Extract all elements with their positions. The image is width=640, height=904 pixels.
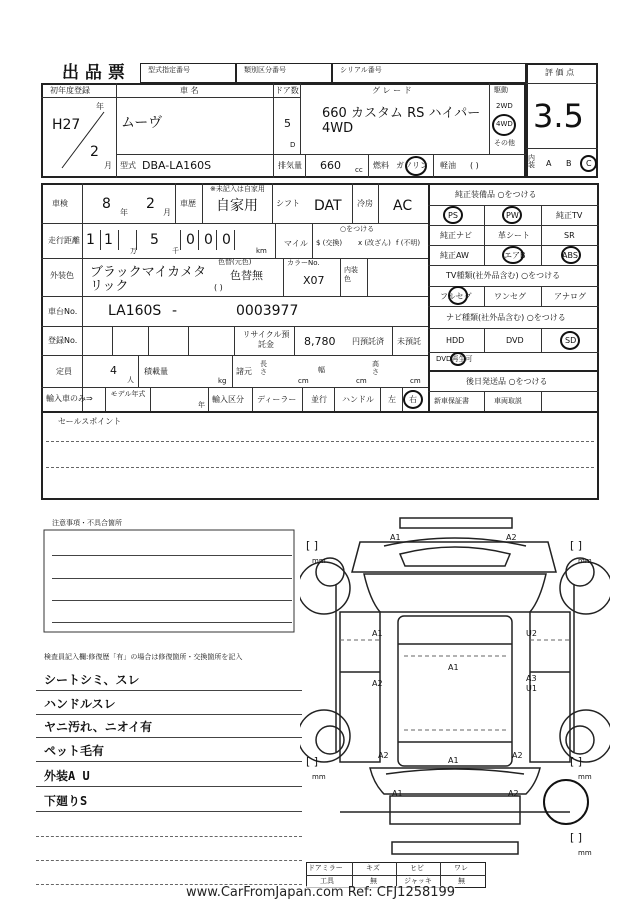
interior-grade-a: A [546, 159, 552, 168]
car-diagram [300, 512, 610, 868]
mileage-digit-3: 5 [150, 232, 159, 248]
oil-paren: ( ) [470, 161, 479, 170]
chassis-dash: - [172, 303, 178, 319]
chassis-label: 車台No. [48, 307, 78, 316]
inspector-note-5: 外装A U [44, 769, 90, 783]
equip-tv: 純正TV [556, 211, 583, 220]
equip-sr: SR [564, 231, 575, 240]
after-warranty: 新車保証書 [434, 397, 469, 405]
navi-dvd: DVD [506, 336, 524, 345]
capacity-unit: 人 [127, 376, 134, 384]
mm-rear-left: mm [312, 773, 326, 781]
model-value: DBA-LA160S [142, 159, 212, 172]
mark-2: A2 [506, 533, 517, 542]
recycle-status: 円預託済 [352, 337, 384, 346]
model-year-label: モデル年式 [110, 390, 146, 398]
inspection-month: 2 [146, 196, 155, 212]
chassis-number: 0003977 [236, 303, 299, 319]
legend-jack: ジャッキ [404, 877, 432, 885]
recycle-unpaid: 未預託 [397, 337, 421, 346]
drive-other: その他 [494, 139, 515, 147]
legend-scratch: キズ [366, 864, 380, 872]
mileage-digit-6: 0 [222, 232, 231, 248]
interior-grade-c: C [586, 159, 592, 168]
mark-3: A1 [372, 629, 383, 638]
import-type-label: 輸入区分 [212, 395, 244, 404]
tv-title: TV種類(社外品含む) ○をつける [446, 271, 561, 280]
mileage-label: 走行距離 [48, 236, 80, 245]
usage-note: ※未記入は自家用 [210, 185, 265, 193]
usage-value: 自家用 [216, 198, 258, 214]
shift-value: DAT [314, 198, 342, 214]
oil-label: 軽油 [440, 161, 456, 170]
mark-12: A2 [508, 789, 519, 798]
ac-value: AC [393, 198, 413, 214]
right-circle [403, 390, 423, 409]
rating-value: 3.5 [533, 97, 584, 135]
page-title: 出 品 票 [62, 63, 125, 83]
capacity-label: 定員 [56, 367, 72, 376]
length-unit: cm [298, 377, 309, 385]
width-unit: cm [356, 377, 367, 385]
doors-label: ドア数 [275, 86, 299, 95]
rating-label: 評 価 点 [545, 68, 575, 77]
legend-tools-value: 無 [370, 877, 377, 885]
dims-label: 諸元 [236, 367, 252, 376]
mark-9: A1 [448, 756, 459, 765]
grade-label: グ レ ー ド [372, 86, 412, 95]
equip-navi: 純正ナビ [440, 231, 472, 240]
replace-unknown: f (不明) [396, 239, 421, 247]
bracket-bottom-right: [ ] [570, 831, 583, 844]
drive-4wd: 4WD [496, 120, 513, 128]
equip-aw: 純正AW [440, 251, 469, 260]
color-no-label: カラーNo. [287, 259, 320, 267]
reg-no-label: 登録No. [48, 336, 78, 345]
length-label: 長さ [260, 360, 267, 376]
bracket-front-left: [ ] [306, 539, 319, 552]
mark-7: A3 U1 [526, 674, 537, 693]
footer-watermark: www.CarFromJapan.com Ref: CFJ1258199 [186, 885, 456, 900]
mark-8: A2 [378, 751, 389, 760]
bracket-rear-left: [ ] [306, 755, 319, 768]
first-reg-year-unit: 年 [96, 102, 104, 111]
inspector-note-6: 下廻りS [44, 794, 88, 808]
displacement-unit: cc [355, 166, 363, 174]
color-change-value: 色替無 [230, 269, 263, 282]
shift-label: シフト [276, 199, 300, 208]
notes-title: 注意事項・不具合箇所 [52, 519, 122, 527]
load-label: 積載量 [144, 367, 168, 376]
after-manual: 車両取説 [494, 397, 522, 405]
after-title: 後日発送品 ○をつける [466, 377, 548, 386]
height-label: 高さ [372, 360, 379, 376]
mm-bottom-right: mm [578, 849, 592, 857]
legend-mirror: ドアミラー [308, 864, 343, 872]
displacement-value: 660 [320, 159, 341, 172]
notes-frame [38, 526, 302, 636]
mark-6: A2 [372, 679, 383, 688]
inspection-label: 車検 [52, 199, 68, 208]
tv-fullseg: フルセグ [440, 292, 472, 301]
equip-leather: 革シート [498, 231, 530, 240]
chassis-prefix: LA160S [108, 303, 162, 319]
mark-1: A1 [390, 533, 401, 542]
legend-crack: ヒビ [410, 864, 424, 872]
mileage-digit-2: 1 [104, 232, 113, 248]
first-reg-era: H27 [52, 117, 81, 133]
mile-label: マイル [284, 239, 308, 248]
legend-break: ワレ [454, 864, 468, 872]
inspector-note-3: ヤニ汚れ、ニオイ有 [44, 720, 153, 734]
model-label: 型式 [120, 161, 136, 170]
tv-fullseg-circle [448, 286, 468, 305]
inspector-note-4: ペット毛有 [44, 744, 105, 758]
navi-sd: SD [565, 336, 577, 345]
grade-value: 660 カスタム RS ハイパー 4WD [322, 106, 481, 136]
recycle-label: リサイクル預託金 [242, 330, 290, 349]
replace-note: ○をつける [340, 225, 375, 233]
inspection-year-unit: 年 [120, 208, 128, 217]
equip-pw-circle [502, 206, 522, 224]
mark-5: A1 [448, 663, 459, 672]
tv-oneseg: ワンセグ [494, 292, 526, 301]
mm-front-left: mm [312, 557, 326, 565]
category-label: 類別区分番号 [244, 66, 286, 74]
inspection-year: 8 [102, 196, 111, 212]
interior-label: 内装 [528, 154, 535, 169]
first-reg-month-unit: 月 [104, 161, 112, 170]
drive-2wd: 2WD [496, 102, 513, 110]
drive-4wd-circle [492, 114, 516, 136]
mm-rear-right: mm [578, 773, 592, 781]
model-year-unit: 年 [198, 401, 205, 409]
replace-exchange: $ (交換) [316, 239, 343, 247]
left-label: 左 [388, 395, 396, 404]
mm-front-right: mm [578, 557, 592, 565]
mileage-digit-1: 1 [86, 232, 95, 248]
width-label: 幅 [318, 366, 325, 374]
first-reg-label: 初年度登録 [50, 86, 90, 95]
equip-airbag-circle [502, 246, 524, 264]
displacement-label: 排気量 [278, 161, 302, 170]
equipment-title: 純正装備品 ○をつける [455, 190, 537, 199]
inspector-note-2: ハンドルスレ [44, 697, 116, 711]
mileage-sen: 千 [172, 247, 179, 255]
color-change-label: 色替(元色) [218, 258, 252, 266]
usage-label: 車歴 [180, 199, 196, 208]
mileage-digit-4: 0 [186, 232, 195, 248]
navi-title: ナビ種類(社外品含む) ○をつける [446, 313, 566, 322]
parallel-label: 並行 [311, 395, 327, 404]
color-label: 外装色 [50, 271, 74, 280]
height-unit: cm [410, 377, 421, 385]
ac-label: 冷房 [357, 199, 373, 208]
fuel-value: ガソリン [396, 161, 428, 170]
inspector-title: 検査員記入欄:修復歴「有」の場合は修復箇所・交換箇所を記入 [44, 653, 243, 661]
load-unit: kg [218, 377, 227, 385]
fuel-circle [405, 156, 427, 176]
import-label: 輸入車のみ⇒ [46, 394, 93, 403]
door-count: 5 [284, 117, 291, 130]
color-paren: ( ) [214, 283, 223, 292]
replace-tampered: x (改ざん) [358, 239, 391, 247]
mark-11: A1 [392, 789, 403, 798]
mark-10: A2 [512, 751, 523, 760]
interior-grade-b: B [566, 159, 572, 168]
first-reg-month: 2 [90, 144, 99, 160]
legend-tools: 工具 [320, 877, 334, 885]
equip-ps: PS [448, 211, 458, 220]
sales-points-label: セールスポイント [58, 417, 122, 426]
legend-jack-value: 無 [458, 877, 465, 885]
mileage-man: 万 [130, 247, 137, 255]
vehicle-name: ムーヴ [121, 115, 163, 131]
handle-label: ハンドル [342, 395, 374, 404]
navi-hdd: HDD [446, 336, 465, 345]
navi-sd-circle [560, 331, 580, 350]
dvd-playback: DVD再生可 [436, 355, 473, 363]
equip-abs-circle [561, 246, 581, 264]
interior-color-label: 内装色 [344, 266, 358, 283]
bracket-front-right: [ ] [570, 539, 583, 552]
door-suffix: D [290, 141, 296, 149]
interior-c-circle [580, 155, 597, 172]
right-label: 右 [409, 395, 417, 404]
inspector-note-1: シートシミ、スレ [44, 673, 140, 687]
fuel-label: 燃料 [373, 161, 389, 170]
bracket-rear-right: [ ] [570, 755, 583, 768]
capacity-value: 4 [110, 364, 117, 377]
dvd-playback-circle [450, 352, 466, 366]
inspection-month-unit: 月 [163, 208, 171, 217]
serial-label: シリアル番号 [340, 66, 382, 74]
drive-label: 駆動 [494, 86, 508, 94]
dealer-label: ディーラー [257, 395, 297, 404]
form-type-label: 型式指定番号 [148, 66, 190, 74]
equip-ps-circle [443, 206, 463, 224]
tv-analog: アナログ [554, 292, 586, 301]
equip-abs: ABS [562, 251, 578, 260]
mileage-digit-5: 0 [204, 232, 213, 248]
name-label: 車 名 [180, 86, 199, 95]
mark-4: U2 [526, 629, 537, 638]
recycle-amount: 8,780 [304, 335, 336, 348]
equip-pw: PW [506, 211, 519, 220]
mileage-km: km [256, 247, 267, 255]
color-value: ブラックマイカメタリック [90, 265, 207, 294]
color-no-value: X07 [303, 274, 325, 287]
equip-airbag: エアB [504, 251, 526, 260]
